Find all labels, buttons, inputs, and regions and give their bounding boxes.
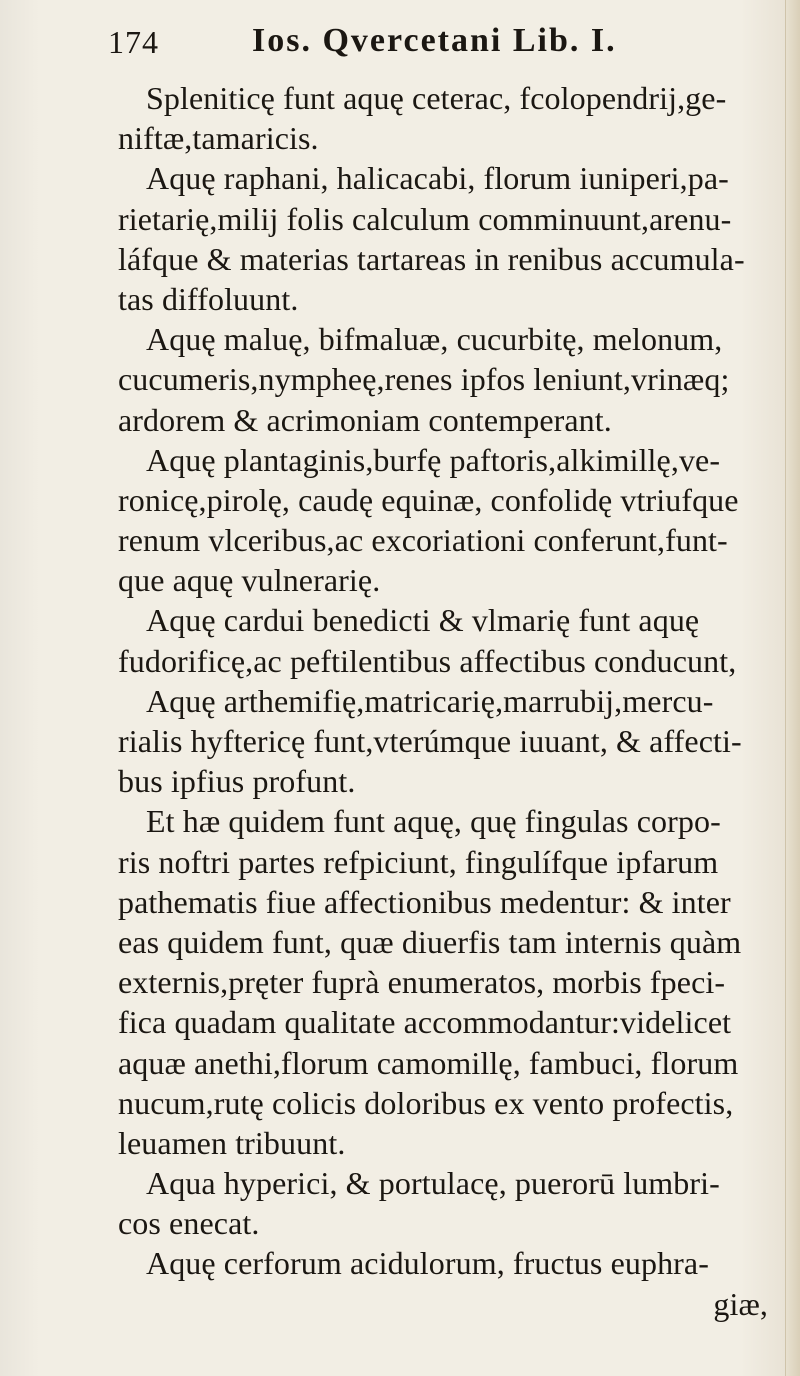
text-line: Aqua hyperici, & portulacę, puerorū lumbri- [146, 1165, 720, 1202]
text-line: tas diffoluunt. [118, 280, 299, 317]
text-line: ris noftri partes refpiciunt, fingulífque ipfarum [118, 843, 719, 880]
catchword: giæ, [713, 1285, 768, 1322]
text-line: cucumeris,nympheę,renes ipfos leniunt,vrinæq; [118, 361, 730, 398]
text-line: bus ipfius profunt. [118, 763, 356, 800]
text-line: nucum,rutę colicis doloribus ex vento profectis, [118, 1084, 734, 1121]
text-line: externis,pręter fuprà enumeratos, morbis fpeci- [118, 964, 726, 1001]
page-header [108, 18, 748, 68]
text-line: fica quadam qualitate accommodantur:videlicet [118, 1004, 732, 1041]
text-line: fudorificę,ac peftilentibus affectibus conducunt, [118, 642, 737, 679]
text-line: Spleniticę funt aquę ceterac, fcolopendrij,ge- [146, 80, 727, 116]
text-line: pathematis fiue affectionibus medentur: & inter [118, 883, 731, 920]
text-line: láfque & materias tartareas in renibus accumula- [118, 240, 745, 277]
text-block [118, 78, 778, 1324]
text-line: Aquę plantaginis,burfę paftoris,alkimillę,ve- [146, 441, 721, 478]
text-line: leuamen tribuunt. [118, 1124, 346, 1161]
text-line: Aquę maluę, bifmaluæ, cucurbitę, melonum, [146, 321, 723, 358]
running-head: Ios. Qvercetani Lib. I. [252, 22, 617, 59]
text-line: ardorem & acrimoniam contemperant. [118, 401, 612, 438]
page-edge [785, 0, 800, 1376]
text-lines [118, 78, 778, 1284]
text-line: niftæ,tamaricis. [118, 120, 319, 157]
text-line: renum vlceribus,ac excoriationi conferunt,funt- [118, 522, 728, 559]
text-line: que aquę vulnerarię. [118, 562, 381, 599]
text-line: rialis hyftericę funt,vterúmque iuuant, & affecti- [118, 723, 742, 759]
text-line: cos enecat. [118, 1205, 260, 1242]
text-line: Aquę arthemifię,matricarię,marrubij,mercu- [146, 682, 714, 719]
text-line: eas quidem funt, quæ diuerfis tam internis quàm [118, 923, 742, 960]
page-number: 174 [108, 24, 159, 60]
text-line: Aquę raphani, halicacabi, florum iuniperi,pa- [146, 160, 729, 197]
text-line: rietarię,milij folis calculum comminuunt,arenu- [118, 200, 732, 237]
text-line: aquæ anethi,florum camomillę, fambuci, florum [118, 1044, 739, 1081]
text-line: Et hæ quidem funt aquę, quę fingulas corpo- [146, 803, 721, 840]
text-line: ronicę,pirolę, caudę equinæ, confolidę vtriufque [118, 481, 739, 518]
text-line: Aquę cerforum acidulorum, fructus euphra- [146, 1245, 709, 1282]
text-line: Aquę cardui benedicti & vlmarię funt aquę [146, 602, 700, 639]
